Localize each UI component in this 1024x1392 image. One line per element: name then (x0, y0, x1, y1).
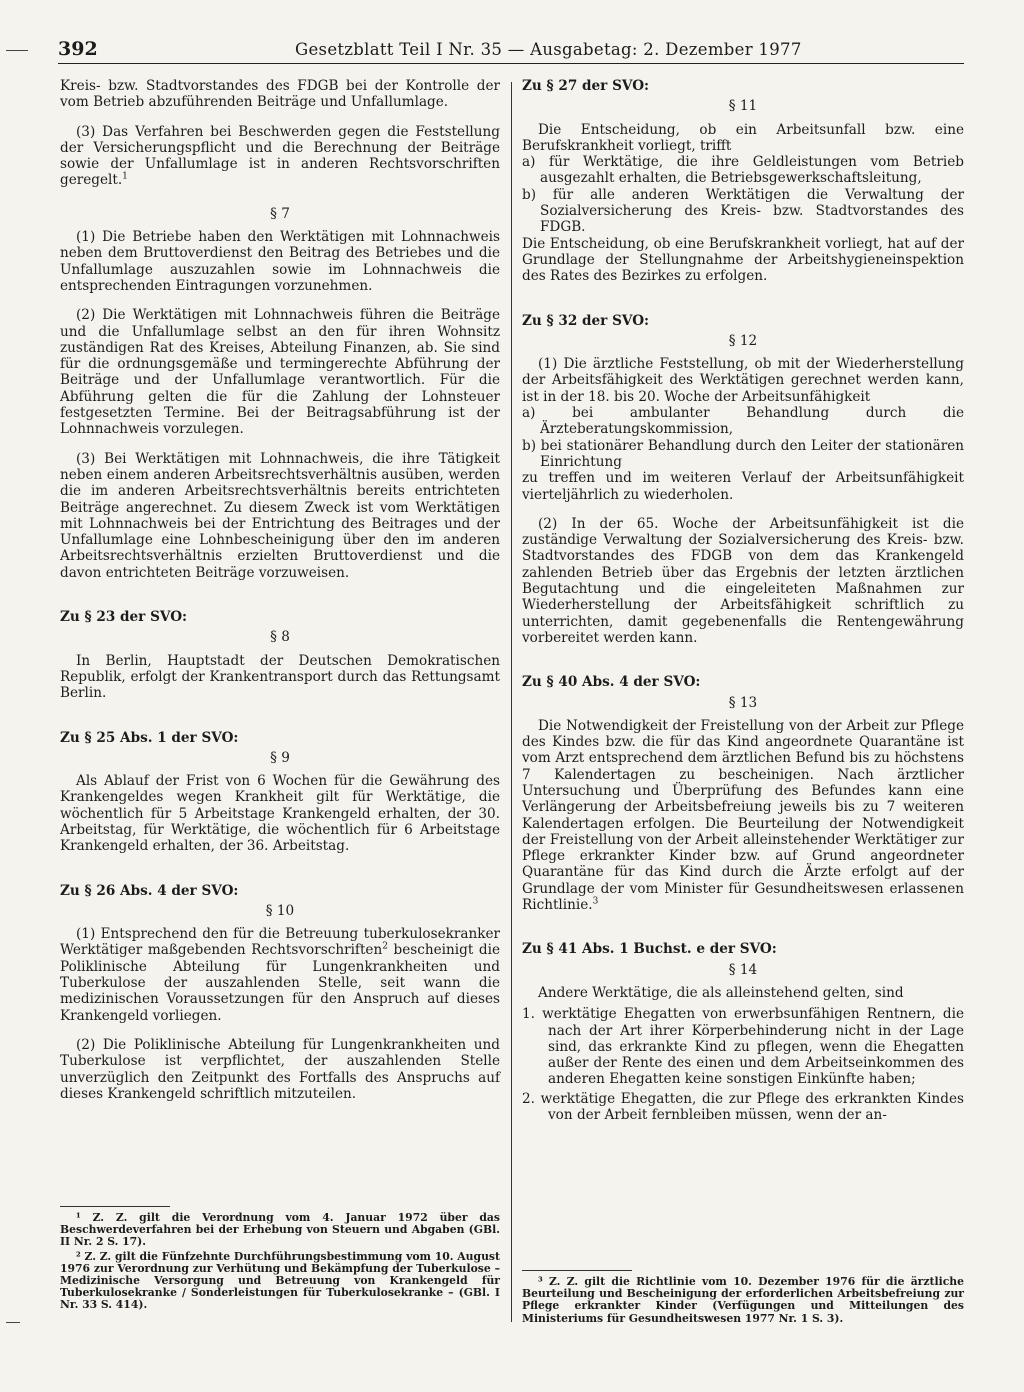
paragraph: (1) Die ärztliche Feststellung, ob mit der Wiederherstellung der Arbeitsfähigkeit des Werktätigen gerechnet werden kann, ist in der 18. bis 20. Woche der Arbeitsunfähigkeit (522, 356, 964, 405)
footnote: ² Z. Z. gilt die Fünfzehnte Durchführungsbestimmung vom 10. August 1976 zur Verordnung zur Verhütung und Bekämpfung der Tuberkulose – Medizinische Versorgung und Betreuung von Krankengeld für Tuberkulosekranke / Sonderleistungen für Tuberkulosekranke – (GBl. I Nr. 33 S. 414). (60, 1249, 500, 1312)
paragraph: (3) Bei Werktätigen mit Lohnnachweis, die ihre Tätigkeit neben einem anderen Arbeitsrechtsverhältnis ausüben, werden die im anderen Arbeitsrechtsverhältnis bereits entrichteten Beiträge angerechnet. Zu diesem Zweck ist vom Werktätigen mit Lohnnachweis bei der Entrichtung des Beitrages und der Unfallumlage eine Lohnbescheinigung über den im anderen Arbeitsrechtsverhältnis erzielten Bruttoverdienst und die davon entrichteten Beiträge vorzuweisen. (60, 450, 500, 581)
section-number: § 9 (270, 749, 290, 766)
section-number: § 12 (728, 332, 758, 349)
section-heading: Zu § 40 Abs. 4 der SVO: (522, 674, 701, 691)
paragraph: Als Ablauf der Frist von 6 Wochen für die Gewährung des Krankengeldes wegen Krankheit gilt für Werktätige, die wöchentlich für 5 Arbeitstage Krankengeld erhalten, der 30. Arbeitstag, für Werktätige, die wöchentlich für 6 Arbeitstage Krankengeld erhalten, der 36. Arbeitstag. (60, 773, 500, 855)
paragraph: zu treffen und im weiteren Verlauf der Arbeitsunfähigkeit vierteljährlich zu wiederholen. (522, 470, 964, 503)
paragraph: Die Entscheidung, ob eine Berufskrankheit vorliegt, hat auf der Grundlage der Stellungnahme der Arbeitshygieneinspektion des Rates des Bezirkes zu erfolgen. (522, 235, 964, 285)
section-number: § 13 (728, 694, 758, 711)
paragraph: (2) Die Werktätigen mit Lohnnachweis führen die Beiträge und die Unfallumlage selbst an den für ihren Wohnsitz zuständigen Rat des Kreises, Abteilung Finanzen, ab. Sie sind für die ordnungsgemäße und termingerechte Abführung der Beiträge und der Unfallumlage verantwortlich. Für die Abführung gelten die für die Zahlung der Lohnsteuer festgesetzten Termine. Bei der Beitragsabführung ist der Lohnnachweis vorzulegen. (60, 307, 500, 438)
section-heading: Zu § 25 Abs. 1 der SVO: (60, 729, 239, 746)
list-item: a) für Werktätige, die ihre Geldleistungen vom Betrieb ausgezahlt erhalten, die Betriebsgewerkschaftsleitung, (522, 154, 964, 187)
list-item: b) für alle anderen Werktätigen die Verwaltung der Sozialversicherung des Kreis- bzw. Stadtvorstandes des FDGB. (522, 186, 964, 236)
paragraph: (1) Die Betriebe haben den Werktätigen mit Lohnnachweis neben dem Bruttoverdienst den Beitrag des Betriebes und die Unfallumlage auszuzahlen sowie im Lohnnachweis die entsprechenden Eintragungen vorzunehmen. (60, 229, 500, 294)
paragraph: Die Notwendigkeit der Freistellung von der Arbeit zur Pflege des Kindes bzw. die für das Kind angeordnete Quarantäne ist vom Arzt entsprechend dem ärztlichen Befund bis zu höchstens 7 Kalendertagen zu bescheinigen. Nach ärztlicher Untersuchung und Überprüfung des Befundes kann eine Verlängerung der Arbeitsbefreiung jeweils bis zu 7 weiteren Kalendertagen erfolgen. Die Beurteilung der Notwendigkeit der Freistellung von der Arbeit alleinstehender Werktätiger zur Pflege erkrankter Kinder bzw. auf Grund angeordneter Quarantäne für das Kind durch die Ärzte erfolgt auf der Grundlage der vom Minister für Gesundheitswesen erlassenen Richtlinie.$^3$ (522, 717, 964, 914)
margin-mark (6, 50, 28, 51)
section-number: § 8 (270, 629, 290, 646)
list-item: 1. werktätige Ehegatten von erwerbsunfähigen Rentnern, die nach der Art ihrer Körperbehinderung nicht in der Lage sind, das erkrankte Kind zu pflegen, wenn die Ehegatten außer der Rente des einen und dem Arbeitseinkommen des anderen Ehegatten keine sonstigen Einkünfte haben; (522, 1006, 964, 1088)
page-title: Gesetzblatt Teil I Nr. 35 — Ausgabetag: 2. Dezember 1977 (295, 40, 802, 59)
footnotes-left (60, 1212, 500, 1312)
section-number: § 14 (728, 961, 758, 978)
page-number: 392 (58, 38, 98, 60)
paragraph: (1) Entsprechend den für die Betreuung tuberkulosekranker Werktätiger maßgebenden Rechtsvorschriften$^2$ bescheinigt die Poliklinische Abteilung für Lungenkrankheiten und Tuberkulose der auszahlenden Stelle, seit wann die medizinischen Voraussetzungen für den Anspruch auf dieses Krankengeld vorliegen. (60, 926, 500, 1024)
section-number: § 7 (270, 205, 290, 222)
section-heading: Zu § 41 Abs. 1 Buchst. e der SVO: (522, 941, 777, 958)
paragraph: (2) Die Poliklinische Abteilung für Lungenkrankheiten und Tuberkulose ist verpflichtet, der auszahlenden Stelle unverzüglich den Zeitpunkt des Fortfalls des Anspruchs auf dieses Krankengeld schriftlich mitzuteilen. (60, 1036, 500, 1102)
right-column (522, 78, 964, 1123)
footnote: ³ Z. Z. gilt die Richtlinie vom 10. Dezember 1976 für die ärztliche Beurteilung und Bescheinigung der erforderlichen Arbeitsbefreiung zur Pflege erkrankter Kinder (Verfügungen und Mitteilungen des Ministeriums für Gesundheitswesen 1977 Nr. 1 S. 3). (522, 1275, 964, 1325)
footnote-rule (60, 1206, 170, 1207)
paragraph: Die Entscheidung, ob ein Arbeitsunfall bzw. eine Berufskrankheit vorliegt, trifft (522, 121, 964, 154)
left-column (60, 78, 500, 1102)
section-heading: Zu § 26 Abs. 4 der SVO: (60, 882, 239, 899)
footnote-rule (522, 1270, 632, 1271)
footnote: ¹ Z. Z. gilt die Verordnung vom 4. Januar 1972 über das Beschwerdeverfahren bei der Erhebung von Steuern und Abgaben (GBl. II Nr. 2 S. 17). (60, 1211, 500, 1249)
footnote-ref: 3 (592, 896, 599, 907)
footnote-ref: 1 (122, 171, 128, 182)
page-header (58, 38, 964, 64)
paragraph: (3) Das Verfahren bei Beschwerden gegen die Feststellung der Versicherungspflicht und die Berechnung der Beiträge sowie der Unfallumlage ist in anderen Rechtsvorschriften geregelt.$^1$ (60, 123, 500, 189)
paragraph: Andere Werktätige, die als alleinstehend gelten, sind (538, 984, 904, 1001)
section-heading: Zu § 32 der SVO: (522, 312, 650, 329)
column-divider (511, 82, 512, 1322)
footnotes-right (522, 1276, 964, 1325)
list-item: b) bei stationärer Behandlung durch den Leiter der stationären Einrichtung (522, 437, 964, 470)
section-number: § 11 (728, 98, 758, 115)
list-item: a) bei ambulanter Behandlung durch die Ärzteberatungskommission, (522, 405, 964, 438)
margin-mark (6, 1322, 20, 1323)
section-heading: Zu § 27 der SVO: (522, 78, 650, 94)
section-number: § 10 (265, 902, 295, 919)
paragraph: In Berlin, Hauptstadt der Deutschen Demokratischen Republik, erfolgt der Krankentransport durch das Rettungsamt Berlin. (60, 652, 500, 702)
paragraph: (2) In der 65. Woche der Arbeitsunfähigkeit ist die zuständige Verwaltung der Sozialversicherung des Kreis- bzw. Stadtvorstandes des FDGB von dem das Krankengeld zahlenden Betrieb über das Ergebnis der letzten ärztlichen Begutachtung und die eingeleiteten Maßnahmen zur Wiederherstellung der Arbeitsfähigkeit schriftlich zu unterrichten, damit gegebenenfalls die Rentengewährung vorbereitet werden kann. (522, 515, 964, 646)
paragraph: Kreis- bzw. Stadtvorstandes des FDGB bei der Kontrolle der vom Betrieb abzuführenden Beiträge und Unfallumlage. (60, 78, 500, 111)
footnote-ref: 2 (382, 941, 388, 952)
section-heading: Zu § 23 der SVO: (60, 609, 188, 626)
list-item: 2. werktätige Ehegatten, die zur Pflege des erkrankten Kindes von der Arbeit fernbleiben müssen, wenn der an- (522, 1090, 964, 1124)
header-rule (58, 63, 964, 64)
